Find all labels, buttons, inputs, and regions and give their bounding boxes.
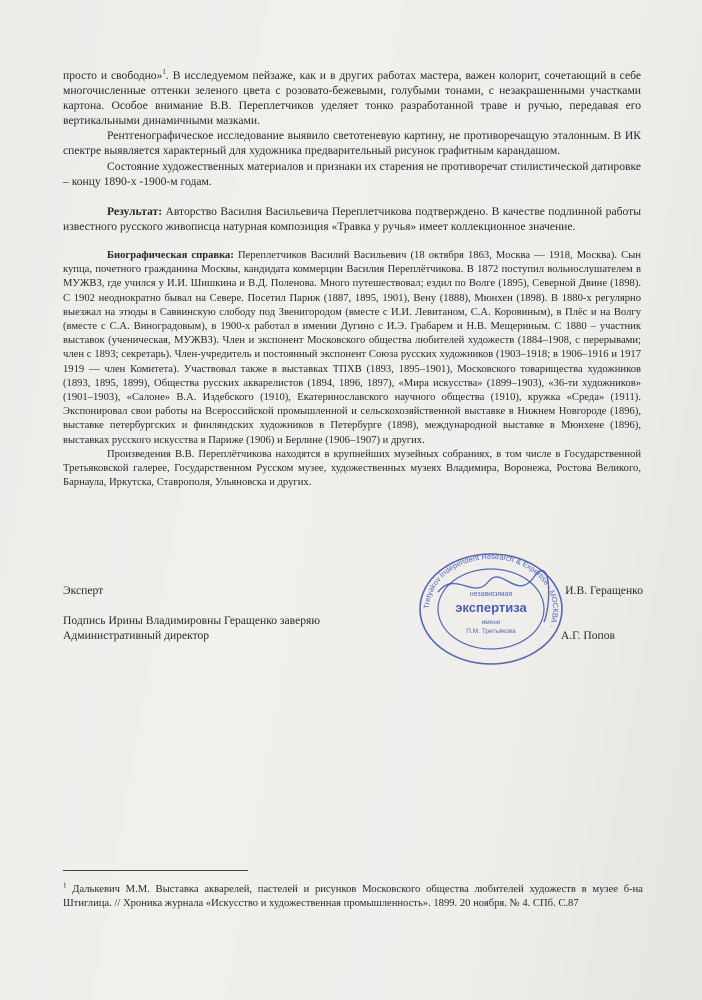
footnote-ref: 1	[162, 68, 166, 77]
paragraph-text: просто и свободно»	[63, 69, 163, 82]
footnote-text: Далькевич М.М. Выставка акварелей, пастелей и рисунков Московского общества любителей художеств в музее б-на Штиглица. // Хроника журнала «Искусство и художественная промышленность». 1899. 20 ноября. № 4. СПб. С.87	[63, 884, 643, 909]
paragraph-biography	[63, 249, 641, 448]
stamp-line2: экспертиза	[455, 600, 527, 615]
paragraph-text: . В исследуемом пейзаже, как и в других работах мастера, важен колорит, сочетающий в себе многочисленные оттенки зеленого цвета с розовато-бежевыми, голубыми тонами, с незакрашенными участками картона. Особое внимание В.В. Переплетчиков уделяет тонко разработанной траве и ручью, передавая его вертикальными динамичными мазками.	[63, 69, 641, 128]
stamp-ring-text: Tretyakov Independent Research & Expertise · МОСКВА ·	[421, 552, 561, 630]
footnote-divider	[63, 870, 248, 871]
biography-text: Переплетчиков Василий Васильевич (18 октября 1863, Москва — 1918, Москва). Сын купца, почетного гражданина Москвы, кандидата коммерции Василия Переплётчикова. В 1872 поступил вольнослушателем в МУЖВЗ, где учился у И.И. Шишкина и В.Д. Поленова. Много путешествовал; ездил по Волге (1895), Северной Двине (1898). С 1902 неоднократно бывал на Севере. Посетил Париж (1887, 1895, 1901), Вену (1888), Мюнхен (1898). В 1880-х регулярно выезжал на этюды в Саввинскую слободу под Звенигородом (вместе с И.И. Левитаном, С.А. Коровиным), в Плёс и на Волгу (вместе с С.А. Виноградовым), в 1900-х работал в имении Дугино с И.Э. Грабарем и Н.В. Мещериным. С 1880 – участник выставок (ученическая, МУЖВЗ). Член и экспонент Московского общества любителей художеств (1884–1908, с перерывами; член с 1893; секретарь). Член-учредитель и постоянный экспонент Союза русских художников (1903–1918; в 1906–1916 и 1917 1919 — член Комитета). Участвовал также в выставках ТПХВ (1893, 1895–1901), Московского товарищества художников (1893, 1895, 1899), Общества русских акварелистов (1894, 1896, 1897), «Мира искусства» (1899–1903), «36-ти художников» (1901–1903), «Салоне» В.А. Издебского (1910), Екатеринославского научного общества (1910), кружка «Среда» (1911). Экспонировал свои работы на Всероссийской промышленной и сельскохозяйственной выставке в Нижнем Новгороде (1896), выставке петербургских и финляндских художников в Петербурге (1898), международной выставке в Мюнхене (1896), выставках русского искусства в Париже (1906) и Берлине (1906–1907) и других.	[63, 249, 641, 446]
document-body	[63, 68, 641, 490]
certify-text: Подпись Ирины Владимировны Геращенко заверяю	[63, 614, 321, 627]
result-label: Результат:	[107, 204, 163, 218]
expert-label: Эксперт	[63, 584, 104, 597]
director-label: Административный директор	[63, 629, 210, 642]
stamp-line4: П.М. Третьякова	[466, 628, 516, 635]
footnote-mark: 1	[63, 881, 67, 890]
stamp-line3: имени	[481, 619, 501, 626]
paragraph-colorit	[63, 68, 641, 128]
result-text: Авторство Василия Васильевича Переплетчикова подтверждено. В качестве подлинной работы известного русского живописца натурная композиция «Травка у ручья» имеет коллекционное значение.	[63, 204, 641, 233]
director-name: А.Г. Попов	[560, 629, 615, 642]
expert-name: И.В. Геращенко	[565, 584, 643, 597]
paragraph-materials: Состояние художественных материалов и признаки их старения не противоречат стилистической датировке – концу 1890-х -1900-м годам.	[63, 159, 641, 188]
footnote	[63, 883, 643, 911]
stamp-line1: независимая	[469, 591, 513, 598]
biography-label: Биографическая справка:	[107, 249, 234, 261]
paragraph-collections: Произведения В.В. Переплётчикова находятся в крупнейших музейных собраниях, в том числе в Государственной Третьяковской галерее, Государственном Русском музее, художественных музеях Владимира, Воронежа, Ростова Великого, Барнаула, Иркутска, Ставрополя, Ульяновска и других.	[63, 448, 641, 489]
paragraph-xray: Рентгенографическое исследование выявило светотеневую картину, не противоречащую эталонным. В ИК спектре выявляется характерный для художника предварительный рисунок графитным карандашом.	[63, 129, 641, 158]
paragraph-result	[63, 204, 641, 234]
expertise-stamp	[416, 552, 566, 667]
